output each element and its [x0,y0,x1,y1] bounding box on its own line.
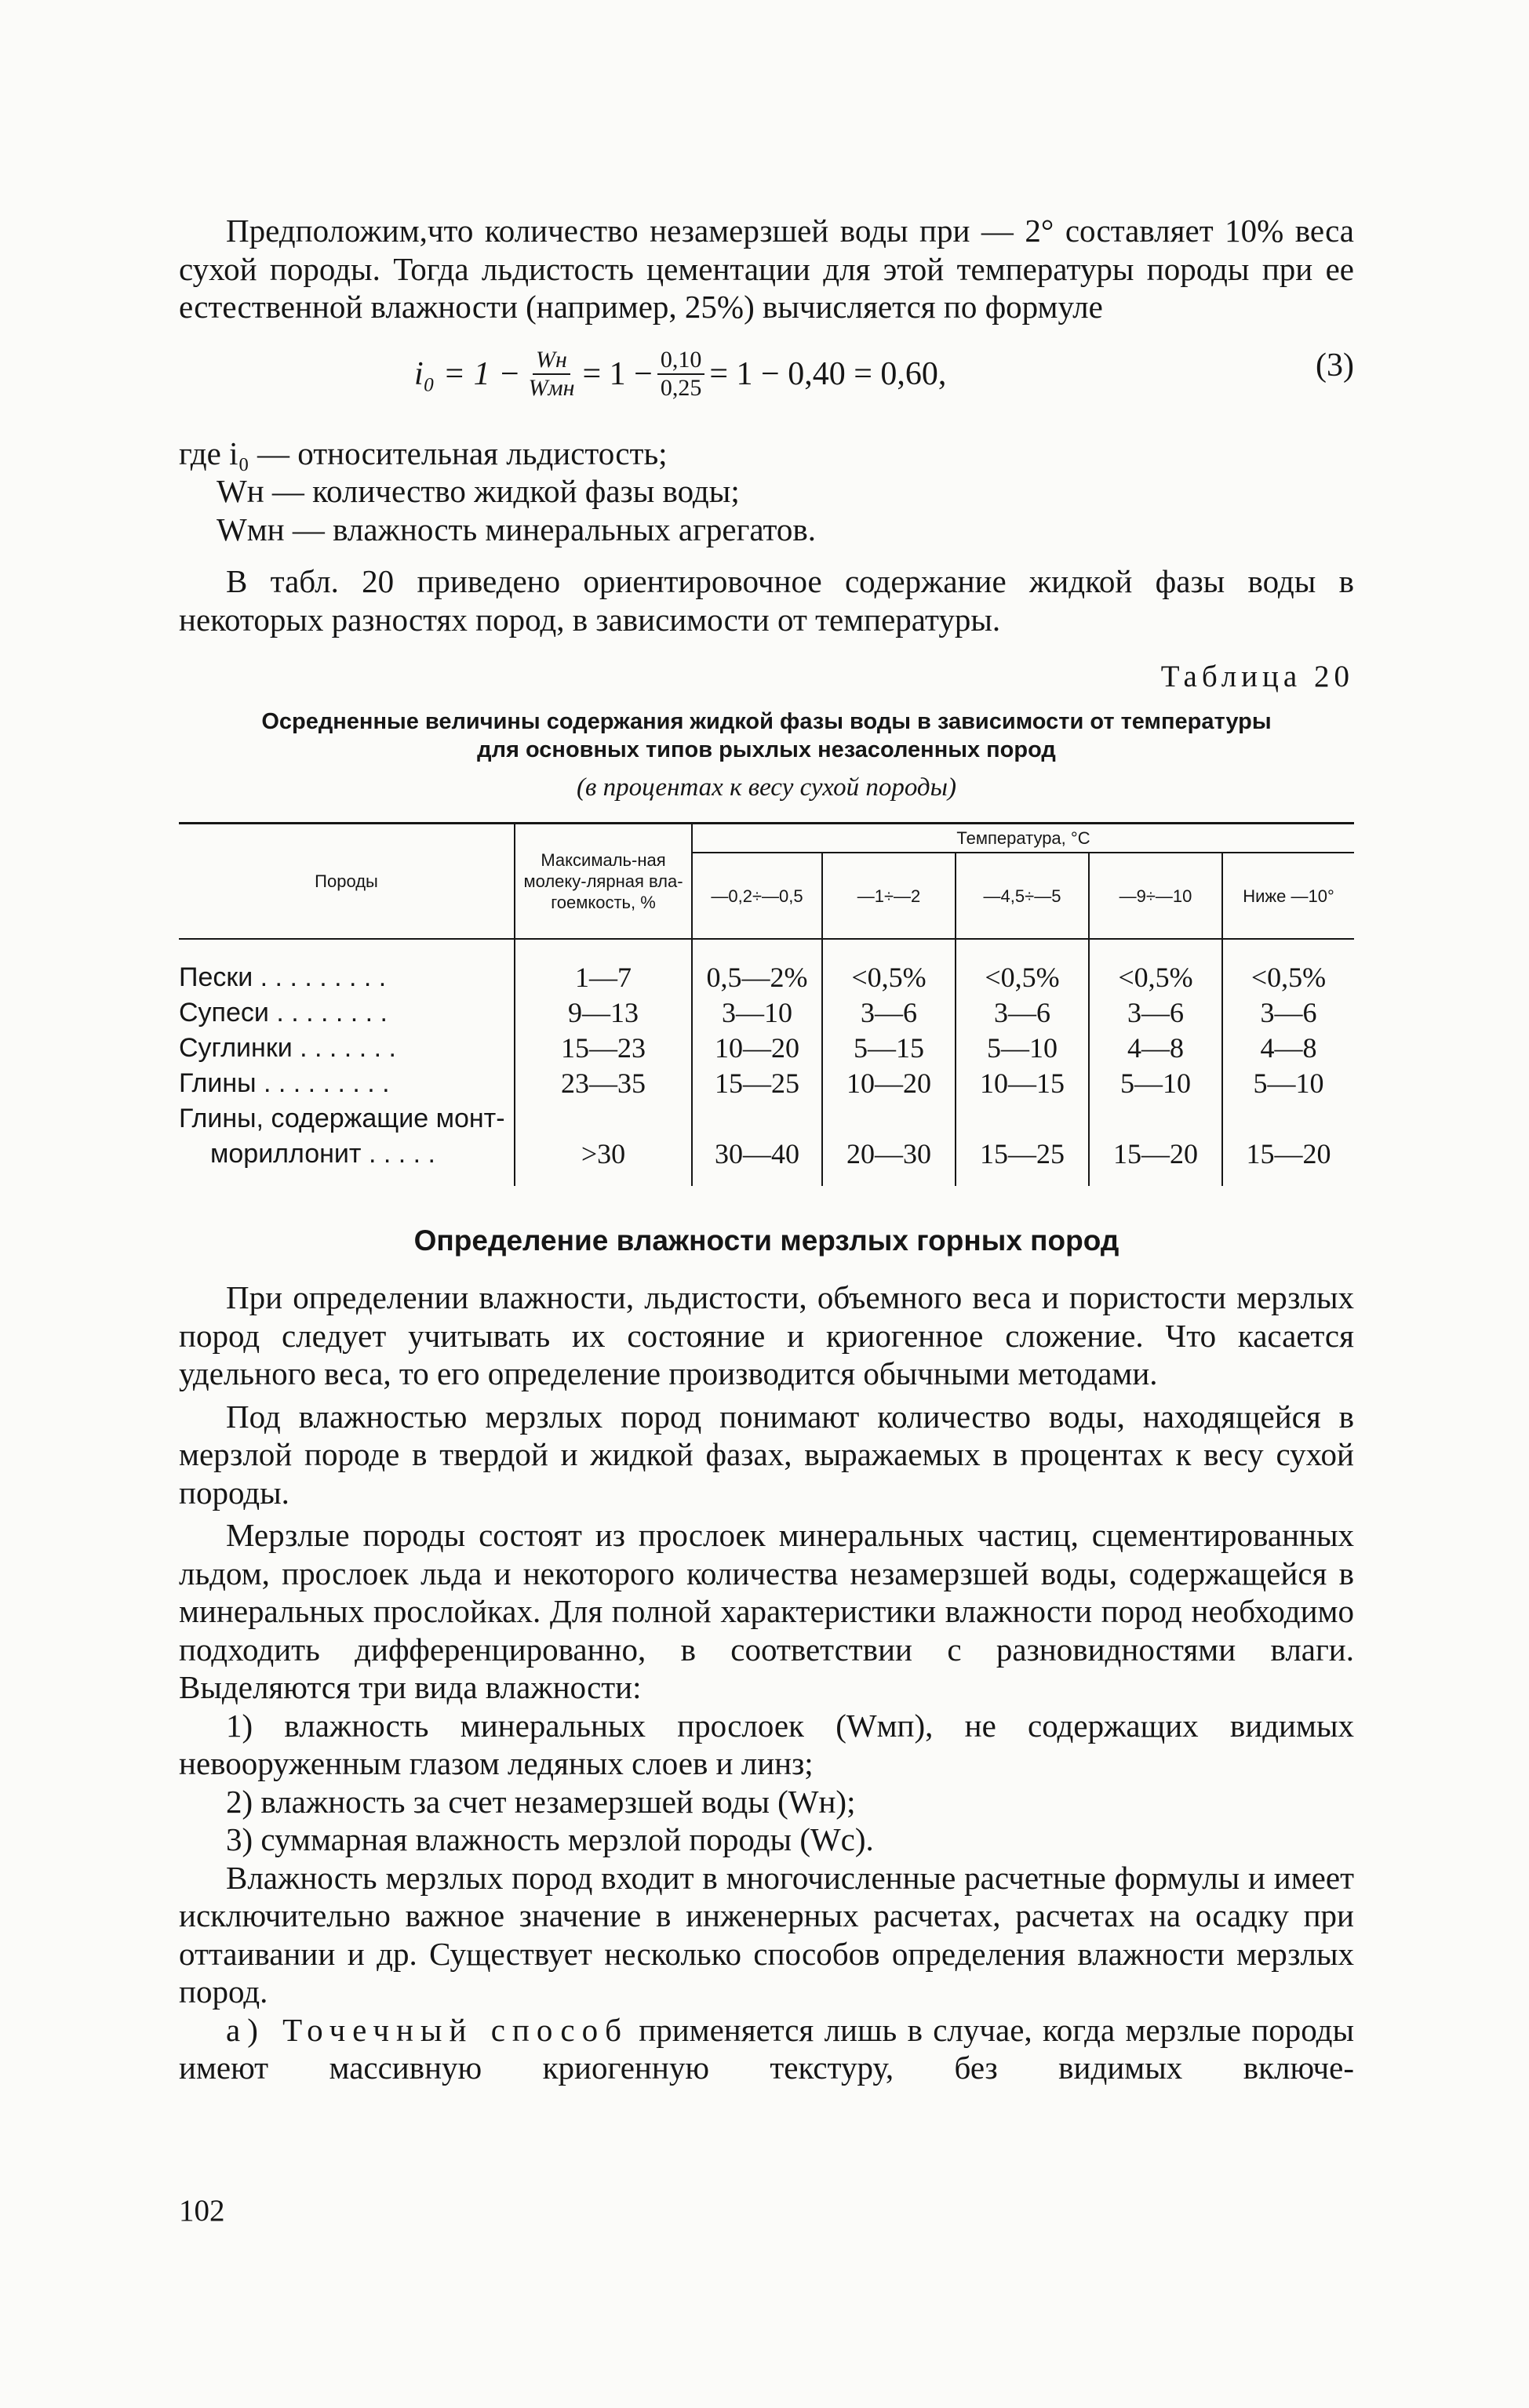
table-units: (в процентах к весу сухой породы) [577,773,956,802]
page-content [179,212,1354,2087]
row-t2: 10—20 [822,1066,956,1101]
row-t1: 3—10 [692,995,822,1031]
row-rock: Супеси . . . . . . . . [179,995,515,1031]
table-row [179,1031,1354,1066]
row-t4: 15—20 [1089,1101,1222,1186]
row-rock: Глины . . . . . . . . . [179,1066,515,1101]
row-t1: 10—20 [692,1031,822,1066]
fraction-w [525,347,577,402]
header-temp-5: Ниже —10° [1222,853,1354,939]
moisture-item-1: 1) влажность минеральных прослоек (Wмп), не содержащих видимых невооруженным глазом ледяных слоев и линз; [179,1707,1354,1781]
table-caption-line-2: для основных типов рыхлых незасоленных пород [477,737,1056,762]
header-max-moisture: Максималь-ная молеку-лярная вла-гоемкость, % [515,824,692,940]
table-row [179,1066,1354,1101]
legend-line-i0: где i₀ — относительная льдистость; [179,435,668,471]
row-t1: 15—25 [692,1066,822,1101]
table-reference-paragraph: В табл. 20 приведено ориентировочное содержание жидкой фазы воды в некоторых разностях пород, в зависимости от температуры. [179,563,1354,638]
moisture-item-3: 3) суммарная влажность мерзлой породы (Wс). [226,1821,874,1857]
section-paragraph-3: Мерзлые породы состоят из прослоек минеральных частиц, сцементированных льдом, прослоек льда и некоторого количества незамерзшей воды, содержащейся в минеральных прослойках. Для полной характеристики влажности пород необходимо подходить дифференцированно, в соответствии с разновидностями влаги. Выделяются три вида влажности: [179,1517,1354,1705]
moisture-item-2: 2) влажность за счет незамерзшей воды (Wн); [226,1783,856,1820]
formula-number: (3) [1316,347,1354,384]
section-paragraph-4: Влажность мерзлых пород входит в многочисленные расчетные формулы и имеет исключительно важное значение в инженерных расчетах, расчетах на осадку при оттаивании и др. Существует несколько способов определения влажности мерзлых пород. [179,1859,1354,2010]
row-rock-line-1: Глины, содержащие монт- [179,1104,505,1133]
formula-mid: = 1 − [582,355,653,392]
section-title: Определение влажности мерзлых горных пород [413,1224,1119,1257]
fraction-values-denominator: 0,25 [660,374,702,401]
row-max: 1—7 [515,939,692,995]
formula-legend [179,435,1354,549]
row-t5: 3—6 [1222,995,1354,1031]
section-paragraph-5 [179,2011,1354,2087]
row-max: 15—23 [515,1031,692,1066]
row-rock [179,1101,515,1186]
row-t3: <0,5% [956,939,1089,995]
formula-expression [414,347,946,402]
formula-lhs: i₀ = 1 − [414,355,521,392]
formula-rhs: = 1 − 0,40 = 0,60, [709,355,947,392]
row-t2: <0,5% [822,939,956,995]
legend-line-wmn: Wмн — влажность минеральных агрегатов. [217,511,817,547]
legend-line-wn: Wн — количество жидкой фазы воды; [217,473,740,509]
row-max: >30 [515,1101,692,1186]
row-t2: 5—15 [822,1031,956,1066]
intro-paragraph: Предположим,что количество незамерзшей воды при — 2° составляет 10% веса сухой породы. Тогда льдистость цементации для этой температуры породы при ее естественной влажности (например, 25%) вычисляется по формуле [179,213,1354,325]
header-temp-1: —0,2÷—0,5 [692,853,822,939]
fraction-w-numerator: Wн [533,347,570,375]
row-t5: 4—8 [1222,1031,1354,1066]
table-row [179,939,1354,995]
formula-3 [179,329,1354,424]
table-row [179,1101,1354,1186]
row-t4: 5—10 [1089,1066,1222,1101]
water-content-table [179,822,1354,1186]
row-rock-line-2: мориллонит . . . . . [210,1139,435,1169]
header-rock: Породы [179,824,515,940]
row-t3: 10—15 [956,1066,1089,1101]
row-t5: 5—10 [1222,1066,1354,1101]
table-caption-line-1: Осредненные величины содержания жидкой фазы воды в зависимости от температуры [261,709,1272,734]
fraction-w-denominator: Wмн [528,374,575,401]
table-number: Таблица 20 [1160,660,1354,693]
section-paragraph-2: Под влажностью мерзлых пород понимают количество воды, находящейся в мерзлой породе в твердой и жидкой фазах, выражаемых в процентах к весу сухой породы. [179,1398,1354,1511]
row-t1: 0,5—2% [692,939,822,995]
table-caption [179,707,1354,764]
section-paragraph-1: При определении влажности, льдистости, объемного веса и пористости мерзлых пород следует учитывать их состояние и криогенное сложение. Что касается удельного веса, то его определение производится обычными методами. [179,1279,1354,1391]
table-row [179,995,1354,1031]
row-t2: 3—6 [822,995,956,1031]
row-t5: 15—20 [1222,1101,1354,1186]
row-max: 23—35 [515,1066,692,1101]
row-t2: 20—30 [822,1101,956,1186]
header-temp-4: —9÷—10 [1089,853,1222,939]
row-rock: Пески . . . . . . . . . [179,939,515,995]
row-t5: <0,5% [1222,939,1354,995]
fraction-values [657,347,705,402]
row-rock: Суглинки . . . . . . . [179,1031,515,1066]
row-max: 9—13 [515,995,692,1031]
fraction-values-numerator: 0,10 [657,347,705,375]
header-temp-2: —1÷—2 [822,853,956,939]
row-t1: 30—40 [692,1101,822,1186]
section-paragraph-5-text: применяется лишь в случае, когда мерзлые породы имеют массивную криогенную текстуру, без видимых включе- [179,2011,1354,2086]
header-temp-3: —4,5÷—5 [956,853,1089,939]
row-t3: 5—10 [956,1031,1089,1066]
row-t3: 15—25 [956,1101,1089,1186]
row-t4: 4—8 [1089,1031,1222,1066]
row-t4: 3—6 [1089,995,1222,1031]
row-t4: <0,5% [1089,939,1222,995]
page-number: 102 [179,2194,225,2228]
header-temperature: Температура, °С [692,824,1354,853]
row-t3: 3—6 [956,995,1089,1031]
point-method-term: а) Точечный способ [226,2011,628,2048]
